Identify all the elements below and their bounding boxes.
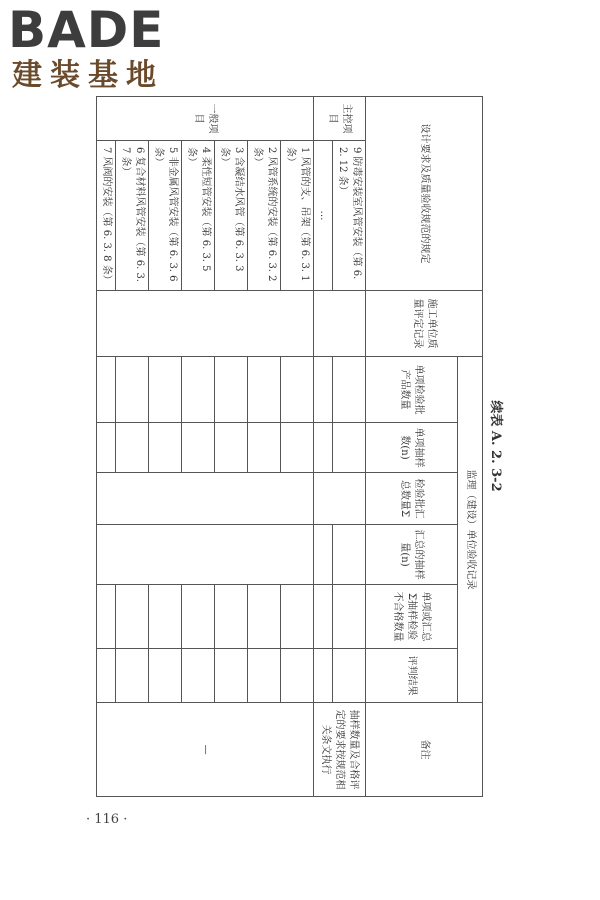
row-item: 9 防毒安装室风管安装（第 6. 2. 12 条） — [333, 141, 366, 291]
cell — [97, 357, 116, 423]
cell — [149, 423, 182, 473]
cell — [248, 585, 281, 649]
cell — [314, 423, 333, 473]
header-batch-quantity: 单项检验批产品数量 — [366, 357, 458, 423]
cell — [281, 649, 314, 703]
remark-general: — — [97, 703, 314, 797]
cell — [333, 423, 366, 473]
cell — [116, 649, 149, 703]
category-general: 一般项目 — [97, 97, 314, 141]
cell — [97, 649, 116, 703]
cell — [248, 649, 281, 703]
cell — [149, 357, 182, 423]
row-item: 5 非金属风管安装（第 6. 3. 6 条） — [149, 141, 182, 291]
cell — [333, 649, 366, 703]
table-rotator — [101, 96, 507, 796]
cell — [182, 649, 215, 703]
header-result: 评判结果 — [366, 649, 458, 703]
row-item: … — [314, 141, 333, 291]
table-row — [116, 97, 149, 797]
brand-logo: BADE — [8, 1, 165, 59]
brand-subtitle: 建装基地 — [12, 58, 164, 93]
header-sample-qty: 单项抽样数(n) — [366, 423, 458, 473]
table-row — [97, 97, 116, 797]
header-construction-record: 施工单位质量评定记录 — [366, 291, 483, 357]
header-row-group — [458, 97, 483, 797]
cell — [149, 649, 182, 703]
cell — [314, 473, 366, 525]
cell — [333, 525, 366, 585]
construction-record-cell — [97, 291, 314, 357]
cell — [314, 585, 333, 649]
header-remarks: 备注 — [366, 703, 483, 797]
cell — [97, 585, 116, 649]
cell — [215, 585, 248, 649]
table-row — [314, 97, 333, 797]
table-row — [182, 97, 215, 797]
cell — [314, 525, 333, 585]
cell — [97, 423, 116, 473]
cell — [149, 585, 182, 649]
row-item: 1 风管的支、吊架（第 6. 3. 1 条） — [281, 141, 314, 291]
cell — [314, 357, 333, 423]
cell — [97, 525, 314, 585]
header-requirement: 设计要求及质量验收规范的规定 — [366, 97, 483, 291]
header-batch-total: 检验批汇总数量Σ — [366, 473, 458, 525]
remark-main-control: 抽样数量及合格评定的要求按规范相关条文执行 — [314, 703, 366, 797]
cell — [182, 357, 215, 423]
cell — [116, 357, 149, 423]
table-caption: 续表 A. 2. 3-2 — [488, 400, 503, 492]
acceptance-table — [96, 96, 483, 797]
table-row — [149, 97, 182, 797]
page-number: · 116 · — [86, 812, 128, 827]
header-summary-sample: 汇总的抽样量(n) — [366, 525, 458, 585]
cell — [97, 473, 314, 525]
row-item: 2 风管系统的安装（第 6. 3. 2 条） — [248, 141, 281, 291]
cell — [215, 423, 248, 473]
cell — [314, 649, 333, 703]
row-item: 7 风阀的安装（第 6. 3. 8 条） — [97, 141, 116, 291]
cell — [281, 585, 314, 649]
cell — [215, 357, 248, 423]
cell — [248, 423, 281, 473]
cell — [116, 585, 149, 649]
table-row — [215, 97, 248, 797]
table-row — [248, 97, 281, 797]
rotated-page — [101, 96, 507, 796]
cell — [248, 357, 281, 423]
cell — [182, 585, 215, 649]
cell — [281, 357, 314, 423]
header-supervision-group: 监理（建设）单位验收记录 — [458, 357, 483, 703]
cell — [281, 423, 314, 473]
construction-record-cell — [314, 291, 366, 357]
row-item: 3 含凝结水风管（第 6. 3. 3 条） — [215, 141, 248, 291]
table-row — [281, 97, 314, 797]
header-unqualified: 单项或汇总Σ抽样检验不合格数量 — [366, 585, 458, 649]
cell — [215, 649, 248, 703]
row-item: 4 柔性短管安装（第 6. 3. 5 条） — [182, 141, 215, 291]
cell — [333, 585, 366, 649]
category-main-control: 主控项目 — [314, 97, 366, 141]
table-row — [333, 97, 366, 797]
row-item: 6 复合材料风管安装（第 6. 3. 7 条） — [116, 141, 149, 291]
cell — [116, 423, 149, 473]
cell — [182, 423, 215, 473]
cell — [333, 357, 366, 423]
